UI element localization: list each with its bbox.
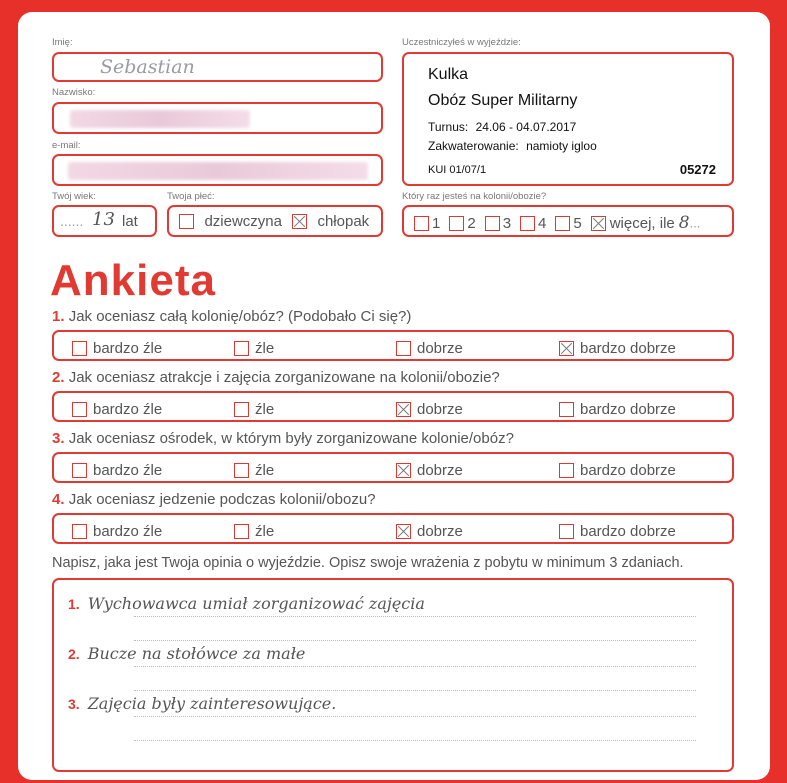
rating-label: bardzo dobrze — [580, 461, 676, 479]
rating-option[interactable] — [234, 461, 274, 479]
question-4-options — [52, 513, 734, 544]
trip-brand: Kulka — [428, 66, 469, 83]
times-option-label: 1 — [432, 214, 441, 232]
times-option-label: 4 — [538, 214, 547, 232]
writing-line — [134, 690, 696, 691]
rating-checkbox[interactable] — [559, 402, 574, 417]
times-option-3[interactable] — [485, 214, 511, 231]
times-option-2[interactable] — [449, 214, 475, 231]
opinion-line-3 — [68, 694, 336, 714]
rating-label: bardzo źle — [93, 522, 163, 540]
question-3-text — [52, 430, 514, 447]
rating-checkbox[interactable] — [396, 402, 411, 417]
question-1-options — [52, 330, 734, 361]
times-option-4[interactable] — [520, 214, 546, 231]
trip-label: Uczestniczyłeś w wyjeździe: — [402, 37, 521, 48]
rating-option[interactable] — [396, 461, 463, 479]
question-label: Jak oceniasz atrakcje i zajęcia zorganizowane na kolonii/obozie? — [68, 369, 500, 386]
rating-option[interactable] — [559, 461, 676, 479]
surname-field[interactable] — [52, 102, 383, 134]
rating-label: bardzo źle — [93, 339, 163, 357]
times-checkbox[interactable] — [449, 216, 464, 231]
rating-label: źle — [255, 400, 275, 418]
times-more-value: 8 — [678, 213, 690, 233]
opinion-line-text: Wychowawca umiał zorganizować zajęcia — [87, 594, 425, 613]
male-label: chłopak — [317, 213, 370, 231]
rating-option[interactable] — [72, 522, 162, 540]
rating-option[interactable] — [396, 400, 463, 418]
question-label: Jak oceniasz ośrodek, w którym były zorganizowane kolonie/obóz? — [68, 430, 514, 447]
question-number: 3. — [52, 430, 65, 447]
gender-female-option[interactable] — [179, 213, 282, 231]
trip-code: KUI 01/07/1 — [428, 164, 487, 176]
question-2-text — [52, 369, 500, 386]
trip-name: Obóz Super Militarny — [428, 92, 578, 109]
times-label: Który raz jesteś na kolonii/obozie? — [402, 191, 547, 202]
rating-option[interactable] — [234, 400, 274, 418]
rating-label: dobrze — [417, 461, 463, 479]
question-3-options — [52, 452, 734, 483]
rating-checkbox[interactable] — [234, 463, 249, 478]
times-option-1[interactable] — [414, 214, 440, 231]
opinion-line-2 — [68, 644, 305, 664]
rating-label: dobrze — [417, 339, 463, 357]
age-field[interactable] — [52, 205, 157, 237]
rating-label: bardzo dobrze — [580, 522, 676, 540]
rating-checkbox[interactable] — [559, 524, 574, 539]
rating-option[interactable] — [234, 522, 274, 540]
writing-line — [134, 616, 696, 617]
surname-label: Nazwisko: — [52, 87, 96, 98]
turnus-line — [428, 120, 576, 134]
age-value: 13 — [92, 209, 115, 230]
times-checkbox[interactable] — [485, 216, 500, 231]
writing-line — [134, 740, 696, 741]
times-checkbox[interactable] — [555, 216, 570, 231]
male-checkbox[interactable] — [292, 214, 307, 229]
rating-label: bardzo źle — [93, 461, 163, 479]
question-2-options — [52, 391, 734, 422]
rating-checkbox[interactable] — [559, 463, 574, 478]
age-dots: ...... — [60, 213, 84, 229]
rating-label: źle — [255, 339, 275, 357]
rating-option[interactable] — [559, 400, 676, 418]
opinion-line-number: 2. — [68, 646, 80, 662]
rating-label: źle — [255, 461, 275, 479]
times-checkbox[interactable] — [520, 216, 535, 231]
rating-label: bardzo dobrze — [580, 400, 676, 418]
redacted-surname — [70, 110, 250, 128]
rating-option[interactable] — [559, 339, 676, 357]
accommodation-label: Zakwaterowanie: — [428, 139, 519, 153]
rating-option[interactable] — [559, 522, 676, 540]
times-options — [414, 213, 700, 233]
name-label: Imię: — [52, 37, 73, 48]
survey-title: Ankieta — [50, 256, 216, 305]
rating-checkbox[interactable] — [234, 341, 249, 356]
times-more-checkbox[interactable] — [591, 216, 606, 231]
question-label: Jak oceniasz jedzenie podczas kolonii/obozu? — [68, 491, 376, 508]
opinion-line-text: Bucze na stołówce za małe — [87, 644, 306, 663]
times-more-dots: ... — [689, 215, 701, 231]
rating-checkbox[interactable] — [396, 463, 411, 478]
rating-checkbox[interactable] — [234, 524, 249, 539]
rating-label: bardzo dobrze — [580, 339, 676, 357]
trip-number: 05272 — [679, 162, 716, 177]
rating-option[interactable] — [72, 339, 162, 357]
times-checkbox[interactable] — [414, 216, 429, 231]
rating-checkbox[interactable] — [72, 524, 87, 539]
female-label: dziewczyna — [204, 213, 282, 231]
opinion-line-number: 3. — [68, 696, 80, 712]
opinion-line-1 — [68, 594, 425, 614]
turnus-value: 24.06 - 04.07.2017 — [475, 120, 577, 134]
gender-label: Twoja płeć: — [167, 191, 215, 202]
rating-checkbox[interactable] — [72, 341, 87, 356]
times-option-5[interactable] — [555, 214, 581, 231]
times-option-label: 2 — [467, 214, 476, 232]
email-label: e-mail: — [52, 140, 81, 151]
question-4-text — [52, 491, 376, 508]
name-field[interactable] — [52, 52, 383, 82]
rating-checkbox[interactable] — [72, 402, 87, 417]
writing-line — [134, 716, 696, 717]
rating-option[interactable] — [396, 339, 463, 357]
survey-sheet — [18, 12, 770, 780]
question-number: 4. — [52, 491, 65, 508]
accommodation-value: namioty igloo — [526, 139, 597, 153]
opinion-prompt: Napisz, jaka jest Twoja opinia o wyjeździe. Opisz swoje wrażenia z pobytu w minimum 3 zdaniach. — [52, 555, 684, 571]
rating-label: źle — [255, 522, 275, 540]
age-label: Twój wiek: — [52, 191, 96, 202]
rating-option[interactable] — [72, 400, 162, 418]
redacted-email — [68, 162, 368, 180]
question-label: Jak oceniasz całą kolonię/obóz? (Podobało Ci się?) — [68, 308, 412, 325]
female-checkbox[interactable] — [179, 214, 194, 229]
age-unit: lat — [122, 213, 138, 230]
rating-label: dobrze — [417, 400, 463, 418]
rating-checkbox[interactable] — [559, 341, 574, 356]
times-option-label: 5 — [573, 214, 582, 232]
trip-info-box — [402, 52, 734, 186]
email-field[interactable] — [52, 154, 383, 186]
question-number: 2. — [52, 369, 65, 386]
opinion-line-number: 1. — [68, 596, 80, 612]
rating-label: bardzo źle — [93, 400, 163, 418]
question-number: 1. — [52, 308, 65, 325]
times-option-more[interactable] — [591, 214, 701, 231]
times-field — [402, 205, 734, 237]
turnus-label: Turnus: — [428, 120, 469, 134]
name-value: Sebastian — [100, 56, 195, 78]
times-option-label: 3 — [502, 214, 512, 232]
rating-checkbox[interactable] — [234, 402, 249, 417]
accommodation-line — [428, 139, 597, 153]
rating-option[interactable] — [396, 522, 463, 540]
rating-checkbox[interactable] — [72, 463, 87, 478]
rating-checkbox[interactable] — [396, 524, 411, 539]
writing-line — [134, 640, 696, 641]
gender-male-option[interactable] — [292, 213, 369, 231]
question-1-text — [52, 308, 411, 325]
writing-line — [134, 666, 696, 667]
rating-option[interactable] — [234, 339, 274, 357]
times-more-label: więcej, ile — [609, 214, 675, 232]
opinion-box[interactable] — [52, 578, 734, 772]
rating-checkbox[interactable] — [396, 341, 411, 356]
rating-label: dobrze — [417, 522, 463, 540]
rating-option[interactable] — [72, 461, 162, 479]
gender-field — [167, 205, 383, 237]
opinion-line-text: Zajęcia były zainteresowujące. — [87, 694, 337, 713]
